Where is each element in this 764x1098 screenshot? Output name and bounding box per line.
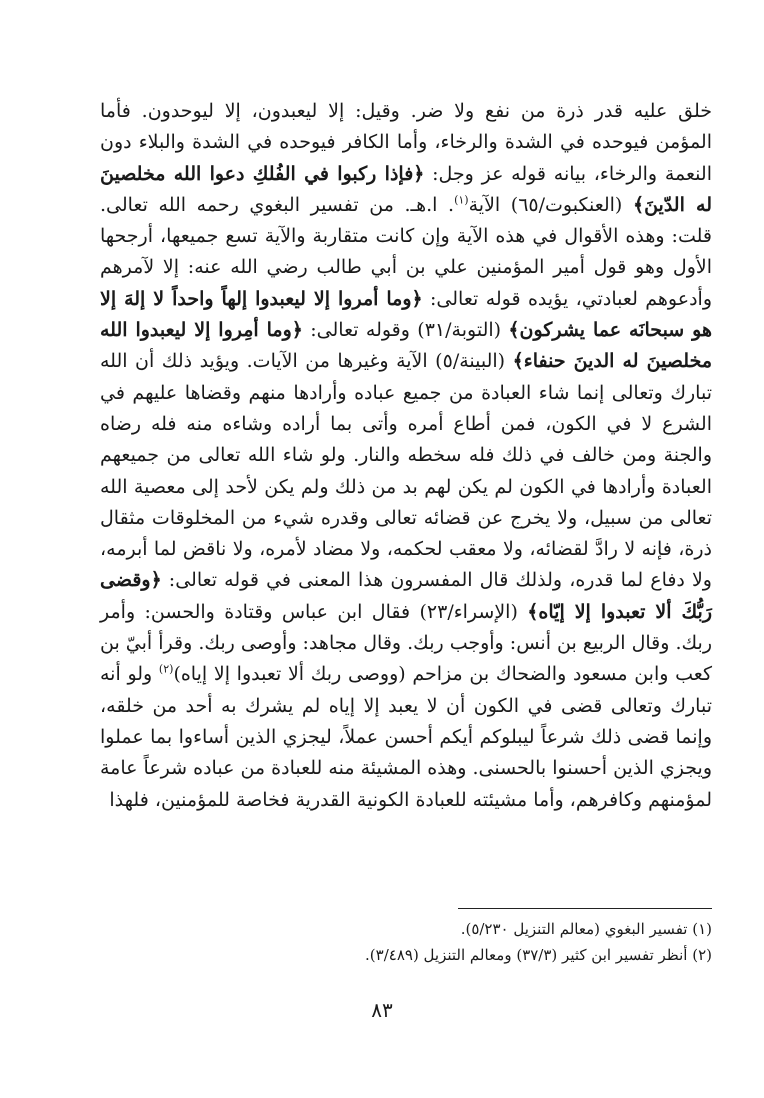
text-segment: (الإسراء/٢٣) فقال ابن عباس وقتادة والحسن: وأمر ربك. وقال الربيع بن أنس: وأوجب ربك. وقال مجاهد: وأوصى ربك. وقرأ أبيّ بن كعب وابن مسعود والضحاك بن مزاحم (ووصى ربك ألا تعبدوا إلا إياه) xyxy=(100,600,712,686)
footnote-separator xyxy=(458,908,712,909)
quran-verse-tawbah-31: ﴿وما أمروا إلا ليعبدوا إلهاً واحداً لا إلهَ إلا هو سبحانَه عما يشركون﴾ xyxy=(100,287,712,342)
footnote-2: (٢) أنظر تفسير ابن كثير (٣٧/٣) ومعالم التنزيل (٣/٤٨٩). xyxy=(365,946,712,964)
text-segment: (البينة/٥) الآية وغيرها من الآيات. ويؤيد ذلك أن الله تبارك وتعالى إنما شاء العبادة من جميع عباده وأرادها منهم وقضاها عليهم في الشرع لا في الكون، فمن أطاع أمره وأتى بما أراده وشاءه منه فله رضاه والجنة ومن خالف في ذلك فله سخطه والنار. ولو شاء الله تعالى من جميعهم العبادة وأرادها في الكون لم يكن لهم بد من ذلك ولم يكن لأحد إلى معصية الله تعالى من سبيل، ولا يخرج عن قضائه تعالى وقدره شيء من المخلوقات مثقال ذرة، فإنه لا رادَّ لقضائه، ولا معقب لحكمه، ولا مضاد لأمره، ولا ناقض لما أبرمه، ولا دفاع لما قدره، ولذلك قال المفسرون هذا المعنى في قوله تعالى: xyxy=(100,350,712,592)
main-text xyxy=(100,96,712,816)
paragraph xyxy=(100,96,712,816)
quran-verse-ankabut-65: ﴿فإذا ركبوا في الفُلكِ دعوا الله مخلصينَ له الدّينَ﴾ xyxy=(100,162,713,216)
text-segment: (العنكبوت/٦٥) الآية xyxy=(468,193,633,216)
footnote-1: (١) تفسير البغوي (معالم التنزيل ٥/٢٣٠). xyxy=(460,920,712,938)
text-segment: خلق عليه قدر ذرة من نفع ولا ضر. وقيل: إلا ليعبدون، إلا ليوحدون. فأما المؤمن فيوحده في الشدة والرخاء، وأما الكافر فيوحده في الشدة والبلاء دون النعمة والرخاء، بيانه قوله عز وجل: xyxy=(100,100,712,185)
text-segment: (التوبة/٣١) وقوله تعالى: xyxy=(302,319,509,342)
text-segment: . ا.هـ. من تفسير البغوي رحمه الله تعالى. قلت: وهذه الأقوال في هذه الآية وإن كانت متقاربة والآية تسع جميعها، أرجحها الأول وهو قول أمير المؤمنين علي بن أبي طالب رضي الله عنه: إلا لآمرهم وأدعوهم لعبادتي، يؤيده قوله تعالى: xyxy=(100,193,712,310)
footnote-ref-2[interactable]: (٢) xyxy=(158,663,174,677)
quran-verse-isra-23: ﴿وقضى رَبُّكَ ألا تعبدوا إلا إيّاه﴾ xyxy=(100,569,712,623)
footnote-ref-1[interactable]: (١) xyxy=(454,193,469,207)
text-segment: ولو أنه تبارك وتعالى قضى في الكون أن لا يعبد إلا إياه لم يشرك به أحد من خلقه، وإنما قضى ذلك شرعاً ليبلوكم أيكم أحسن عملاً، ليجزي الذين أساءوا بما عملوا ويجزي الذين أحسنوا بالحسنى. وهذه المشيئة منه للعبادة من عباده شرعاً عامة لمؤمنهم وكافرهم، وأما مشيئته للعبادة الكونية القدرية فخاصة للمؤمنين، فلهذا xyxy=(100,663,712,811)
page-number: ٨٣ xyxy=(371,998,393,1022)
footnotes xyxy=(100,916,712,968)
quran-verse-bayyinah-5: ﴿وما أمِروا إلا ليعبدوا الله مخلصينَ له الدينَ حنفاء﴾ xyxy=(100,319,713,373)
